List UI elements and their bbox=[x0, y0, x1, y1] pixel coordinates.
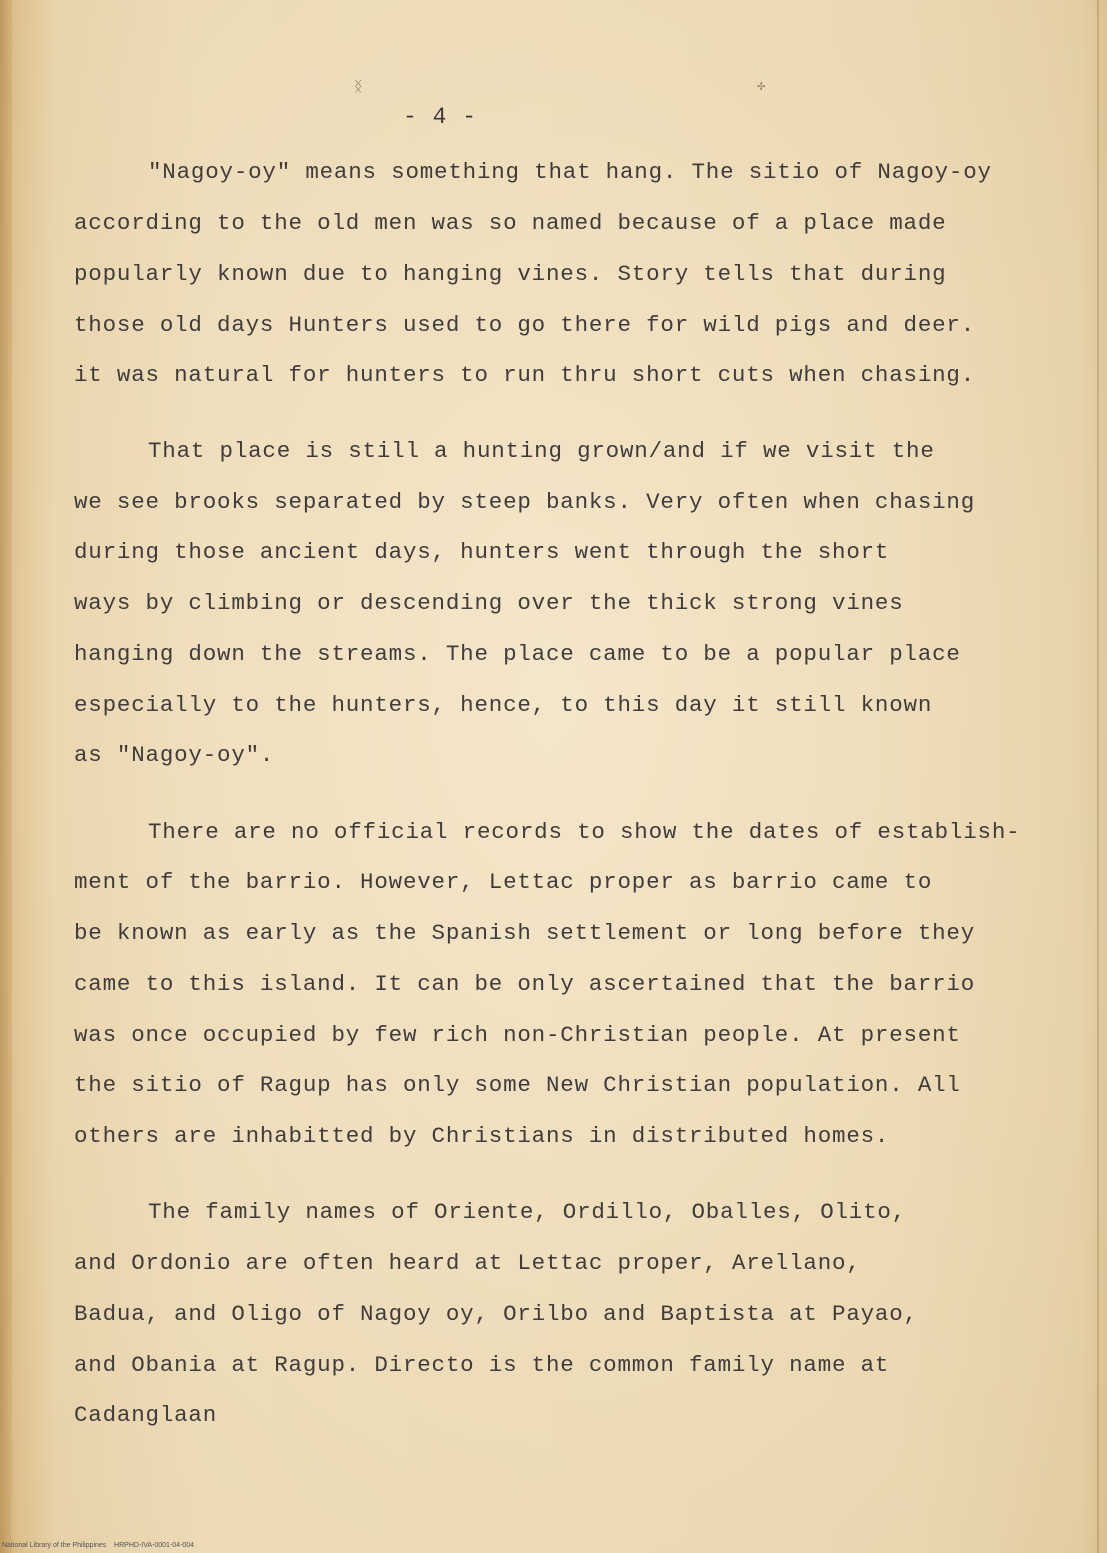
pencil-mark-left: ᛝ bbox=[354, 80, 363, 96]
paragraph-3-line-1: There are no official records to show the dates of establish- bbox=[148, 819, 1021, 845]
paragraph-2-line-2: we see brooks separated by steep banks. Very often when chasing bbox=[74, 489, 976, 515]
page-number: - 4 - bbox=[402, 104, 477, 130]
page-right-rule bbox=[1097, 0, 1099, 1553]
paragraph-3-line-4: came to this island. It can be only ascertained that the barrio bbox=[74, 971, 976, 997]
paragraph-2-line-6: especially to the hunters, hence, to this day it still known bbox=[74, 692, 933, 718]
paragraph-4-line-1: The family names of Oriente, Ordillo, Oballes, Olito, bbox=[148, 1199, 907, 1225]
paragraph-1-line-4: those old days Hunters used to go there for wild pigs and deer. bbox=[74, 312, 976, 338]
paragraph-4-line-2: and Ordonio are often heard at Lettac proper, Arellano, bbox=[74, 1250, 861, 1276]
paragraph-3-line-2: ment of the barrio. However, Lettac proper as barrio came to bbox=[74, 869, 933, 895]
paragraph-4-line-3: Badua, and Oligo of Nagoy oy, Orilbo and Baptista at Payao, bbox=[74, 1301, 918, 1327]
paragraph-2-line-7: as "Nagoy-oy". bbox=[74, 742, 275, 768]
paragraph-1-line-3: popularly known due to hanging vines. Story tells that during bbox=[74, 261, 947, 287]
paragraph-3-line-5: was once occupied by few rich non-Christian people. At present bbox=[74, 1022, 961, 1048]
paragraph-1-line-5: it was natural for hunters to run thru short cuts when chasing. bbox=[74, 362, 976, 388]
paragraph-2-line-1: That place is still a hunting grown/and if we visit the bbox=[148, 438, 935, 464]
paragraph-1-line-1: "Nagoy-oy" means something that hang. The sitio of Nagoy-oy bbox=[148, 159, 992, 185]
paragraph-3-line-3: be known as early as the Spanish settlement or long before they bbox=[74, 920, 976, 946]
page-left-edge-shadow bbox=[0, 0, 12, 1553]
scan-footer-credit: National Library of the Philippines HRPHD-IVA-0001-04-004 bbox=[2, 1542, 195, 1549]
paragraph-3-line-6: the sitio of Ragup has only some New Christian population. All bbox=[74, 1072, 961, 1098]
paragraph-1-line-2: according to the old men was so named because of a place made bbox=[74, 210, 947, 236]
paragraph-3-line-7: others are inhabitted by Christians in distributed homes. bbox=[74, 1123, 890, 1149]
paragraph-4-line-5: Cadanglaan bbox=[74, 1402, 218, 1428]
pencil-mark-right: ✢ bbox=[757, 79, 766, 95]
paragraph-2-line-5: hanging down the streams. The place came to be a popular place bbox=[74, 641, 961, 667]
paragraph-4-line-4: and Obania at Ragup. Directo is the common family name at bbox=[74, 1352, 890, 1378]
paragraph-2-line-3: during those ancient days, hunters went through the short bbox=[74, 539, 890, 565]
paragraph-2-line-4: ways by climbing or descending over the thick strong vines bbox=[74, 590, 904, 616]
